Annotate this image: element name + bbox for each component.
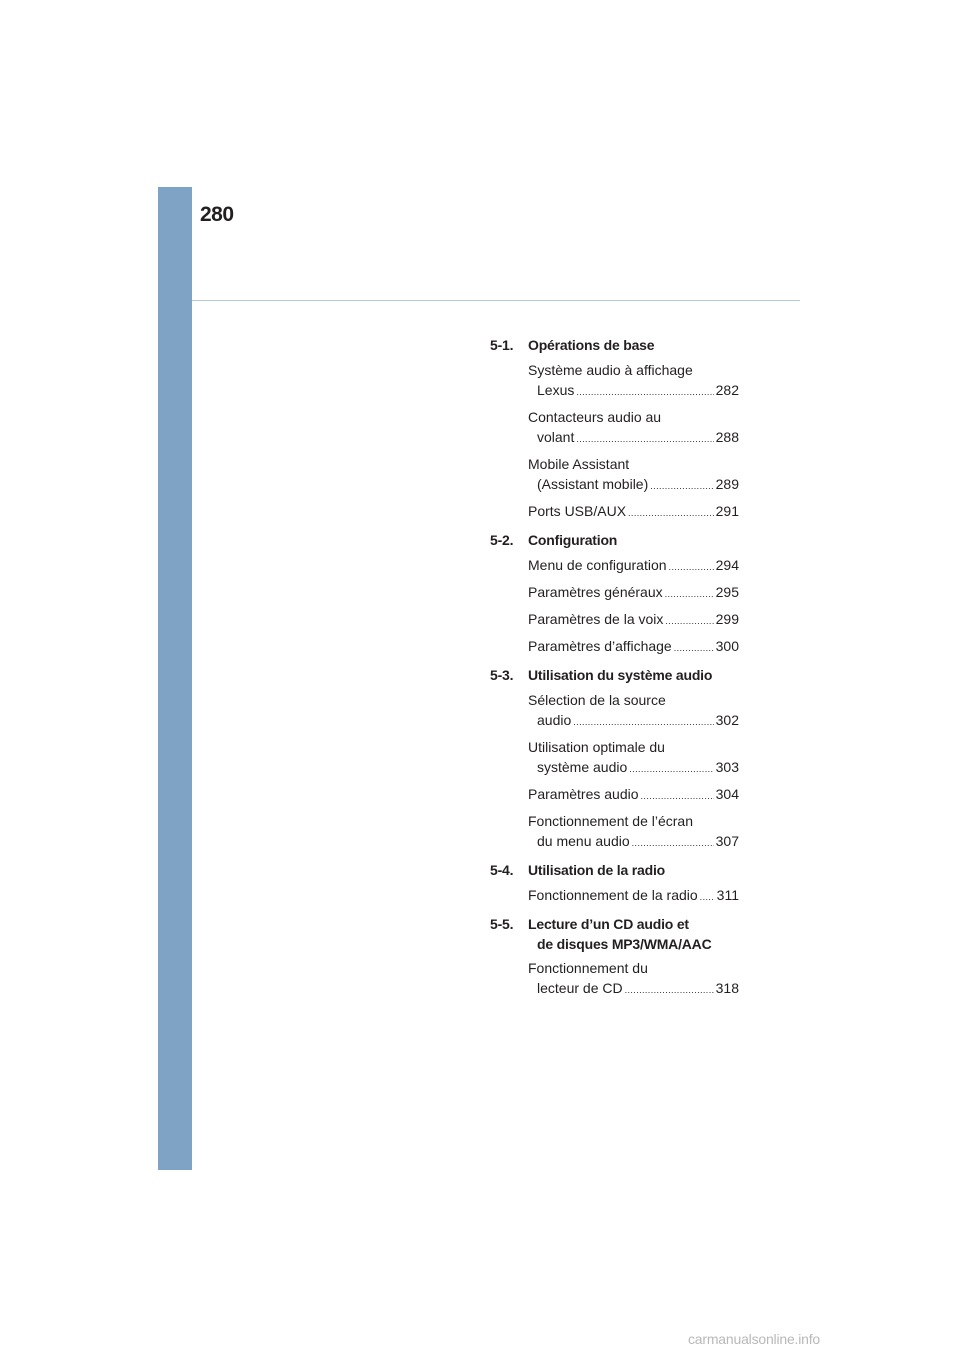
entry-title: Menu de configuration [528, 557, 667, 573]
dot-leader [628, 503, 714, 523]
toc-section-5-1 [490, 335, 739, 355]
toc-entry[interactable] [528, 737, 739, 779]
entry-page: 289 [715, 476, 739, 492]
entry-page: 299 [715, 611, 739, 627]
dot-leader [700, 887, 715, 907]
dot-leader [573, 712, 713, 732]
entry-page: 304 [715, 786, 739, 802]
dot-leader [641, 786, 714, 806]
entry-title: Paramètres d’affichage [528, 638, 672, 654]
dot-leader [576, 429, 713, 449]
toc-section-5-4 [490, 860, 739, 880]
entry-title: Fonctionnement de l’écran [528, 813, 693, 829]
entry-title: Sélection de la source [528, 692, 666, 708]
entry-page: 291 [715, 503, 739, 519]
entry-title-cont: du menu audio [537, 833, 630, 849]
entry-page: 302 [715, 712, 739, 728]
entry-page: 307 [715, 833, 739, 849]
entry-page: 311 [716, 887, 739, 903]
entry-title-cont: système audio [537, 759, 628, 775]
entry-title: Utilisation optimale du [528, 739, 665, 755]
entry-page: 282 [715, 382, 739, 398]
entry-title-cont: (Assistant mobile) [537, 476, 649, 492]
dot-leader [632, 833, 714, 853]
entry-page: 303 [715, 759, 739, 775]
entry-title-cont: audio [537, 712, 572, 728]
entry-title-cont: volant [537, 429, 575, 445]
dot-leader [625, 980, 714, 1000]
entry-title-cont: Lexus [537, 382, 575, 398]
section-title: Configuration [528, 532, 618, 548]
toc-entry[interactable] [528, 582, 739, 604]
entry-title: Paramètres de la voix [528, 611, 664, 627]
watermark: carmanualsonline.info [688, 1331, 820, 1347]
section-title: Utilisation du système audio [528, 667, 713, 683]
entry-page: 295 [715, 584, 739, 600]
dot-leader [665, 584, 714, 604]
section-number: 5-3. [490, 667, 514, 683]
entry-page: 300 [715, 638, 739, 654]
toc-entry[interactable] [528, 555, 739, 577]
dot-leader [669, 557, 714, 577]
entry-page: 288 [715, 429, 739, 445]
toc-section-5-5 [490, 914, 739, 954]
toc-section-5-2 [490, 530, 739, 550]
entry-title: Ports USB/AUX [528, 503, 627, 519]
entry-title: Fonctionnement du [528, 960, 648, 976]
toc-entry[interactable] [528, 360, 739, 402]
section-title-line: Lecture d’un CD audio et [528, 916, 689, 932]
toc-entry[interactable] [528, 636, 739, 658]
section-number: 5-4. [490, 862, 514, 878]
section-title: Opérations de base [528, 337, 655, 353]
entry-title: Mobile Assistant [528, 456, 630, 472]
toc-section-5-3 [490, 665, 739, 685]
dot-leader [674, 638, 714, 658]
toc-entry[interactable] [528, 811, 739, 853]
section-number: 5-5. [490, 916, 514, 932]
dot-leader [665, 611, 713, 631]
entry-page: 294 [715, 557, 739, 573]
toc-entry[interactable] [528, 454, 739, 496]
toc-entry[interactable] [528, 407, 739, 449]
header-rule [192, 300, 800, 301]
entry-title: Fonctionnement de la radio [528, 887, 698, 903]
toc-entry[interactable] [528, 690, 739, 732]
entry-title: Paramètres audio [528, 786, 639, 802]
toc-entry[interactable] [528, 958, 739, 1000]
entry-title: Système audio à affichage [528, 362, 693, 378]
section-number: 5-2. [490, 532, 514, 548]
toc-entry[interactable] [528, 784, 739, 806]
toc-entry[interactable] [528, 609, 739, 631]
entry-title-cont: lecteur de CD [537, 980, 623, 996]
section-number: 5-1. [490, 337, 514, 353]
dot-leader [650, 476, 713, 496]
page-number: 280 [200, 203, 234, 226]
entry-page: 318 [715, 980, 739, 996]
entry-title: Paramètres généraux [528, 584, 663, 600]
toc-entry[interactable] [528, 885, 739, 907]
section-title-cont: de disques MP3/WMA/AAC [537, 936, 712, 952]
dot-leader [576, 382, 713, 402]
table-of-contents [490, 335, 739, 1005]
section-title: Utilisation de la radio [528, 862, 665, 878]
dot-leader [629, 759, 713, 779]
toc-entry[interactable] [528, 501, 739, 523]
entry-title: Contacteurs audio au [528, 409, 662, 425]
section-title [528, 914, 739, 954]
chapter-side-bar [158, 187, 192, 1170]
